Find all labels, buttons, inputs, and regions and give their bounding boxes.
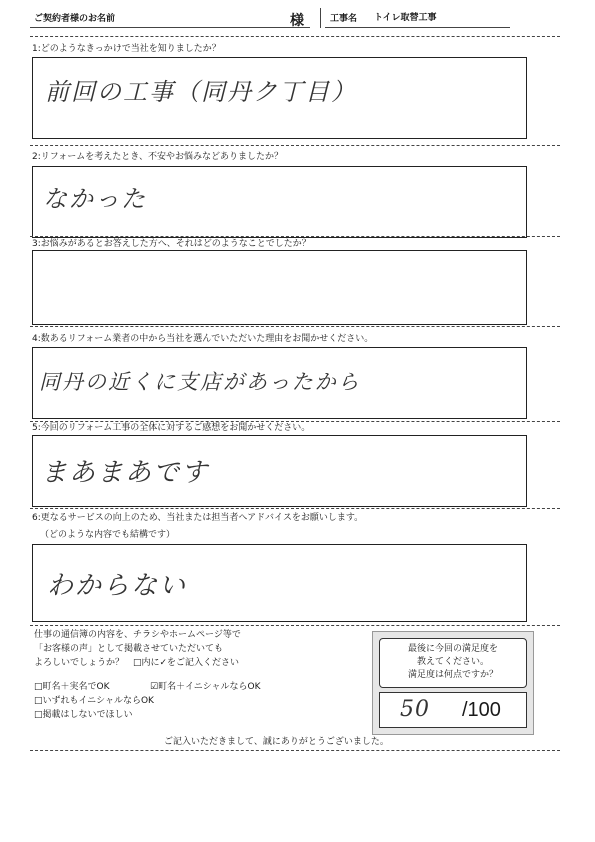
customer-name-label: ご契約者様のお名前 (34, 14, 116, 24)
separator-2 (30, 236, 560, 237)
project-underline (325, 27, 510, 28)
consent-option-no-publish[interactable]: □掲載はしないでほしい (34, 710, 133, 720)
question-5-answer: まあまあです (41, 458, 210, 488)
header-separator (30, 36, 560, 37)
question-1-answer: 前回の工事（同丹ク丁目） (45, 78, 357, 106)
consent-text-line-3: よろしいでしょうか？ □内に✓をご記入ください (34, 658, 240, 668)
consent-option-all-initials[interactable]: □いずれもイニシャルならOK (34, 696, 154, 706)
project-name: トイレ取替工事 (374, 13, 437, 23)
footer-thanks: ご記入いただきまして、誠にありがとうございました。 (164, 737, 389, 747)
satisfaction-max: /100 (462, 699, 501, 721)
satisfaction-score-box[interactable] (379, 692, 527, 728)
project-label: 工事名 (330, 14, 358, 24)
satisfaction-score: 50 (400, 697, 430, 722)
question-3-answer-box[interactable] (32, 250, 527, 325)
customer-name-underline (30, 27, 310, 28)
footer-separator (30, 750, 560, 751)
question-3-label: 3:お悩みがあるとお答えした方へ、それはどのようなことでしたか？ (32, 239, 311, 249)
question-1-answer-box[interactable] (32, 57, 527, 139)
question-6-label: 6:更なるサービスの向上のため、当社または担当者へアドバイスをお願いします。 (32, 513, 364, 523)
separator-4 (30, 421, 560, 422)
question-6-answer: わからない (47, 571, 188, 601)
question-6-sublabel: （どのような内容でも結構です） (40, 530, 176, 540)
question-5-label: 5:今回のリフォーム工事の全体に対するご感想をお聞かせください。 (32, 423, 311, 433)
satisfaction-panel (372, 631, 534, 735)
satisfaction-prompt-box (379, 638, 527, 688)
consent-text-line-2: 「お客様の声」として掲載させていただいても (34, 644, 224, 654)
separator-5 (30, 508, 560, 509)
consent-text-line-1: 仕事の通信簿の内容を、チラシやホームページ等で (34, 630, 241, 640)
separator-1 (30, 145, 560, 146)
consent-option-real-name[interactable]: □町名＋実名でOK (34, 682, 110, 692)
question-2-answer-box[interactable] (32, 166, 527, 238)
separator-6 (30, 625, 560, 626)
separator-3 (30, 326, 560, 327)
question-2-label: 2:リフォームを考えたとき、不安やお悩みなどありましたか？ (32, 152, 283, 162)
header-divider (320, 8, 321, 28)
sama-label: 様 (290, 13, 304, 29)
question-4-answer: 同丹の近くに支店があったから (39, 370, 361, 394)
satisfaction-prompt-line-3: 満足度は何点ですか？ (407, 670, 498, 680)
question-6-answer-box[interactable] (32, 544, 527, 622)
question-2-answer: なかった (43, 185, 147, 213)
satisfaction-prompt-line-1: 最後に今回の満足度を (407, 644, 498, 654)
consent-option-initials-with-town[interactable]: ☑町名＋イニシャルならOK (150, 682, 261, 692)
question-4-answer-box[interactable] (32, 347, 527, 419)
satisfaction-prompt-line-2: 教えてください。 (416, 657, 489, 667)
question-4-label: 4:数あるリフォーム業者の中から当社を選んでいただいた理由をお聞かせください。 (32, 334, 374, 344)
question-5-answer-box[interactable] (32, 435, 527, 507)
question-1-label: 1:どのようなきっかけで当社を知りましたか？ (32, 44, 221, 54)
